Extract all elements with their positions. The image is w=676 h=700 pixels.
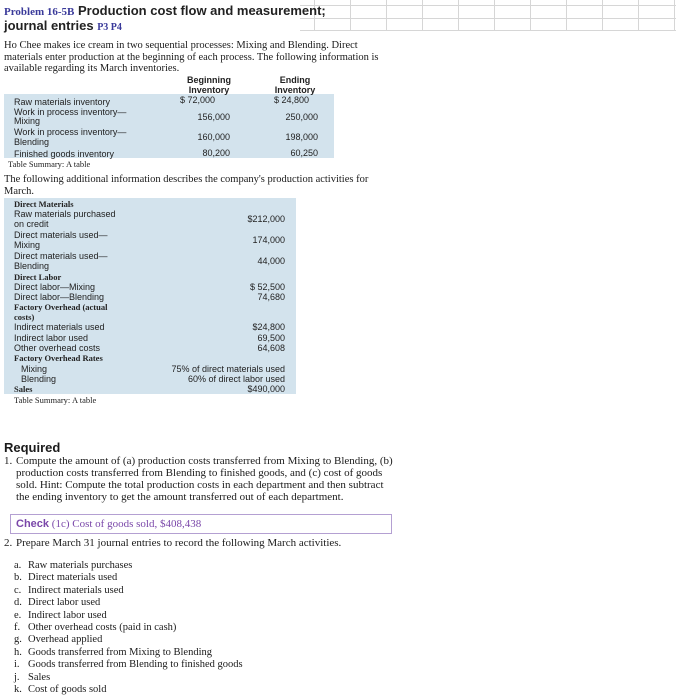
inventory-table-caption: Table Summary: A table [8,159,91,169]
activities-table-caption: Table Summary: A table [14,395,97,405]
col-ending-line2: Inventory [274,85,316,95]
row-finished-label: Finished goods inventory [14,149,115,159]
check-value: (1c) Cost of goods sold, $408,438 [51,518,202,530]
inventory-table [4,74,334,170]
list-item: a. Raw materials purchases [14,560,133,571]
raw-purchased-value: $212,000 [247,214,285,224]
journal-entry-list [14,560,243,696]
indirect-materials-label: Indirect materials used [14,322,105,332]
row-wip-mixing-label2: Mixing [14,116,41,126]
list-item: h. Goods transferred from Mixing to Blending [14,646,213,658]
item2-text: Prepare March 31 journal entries to record the following March activities. [16,537,342,549]
problem-number: Problem 16-5B [4,6,75,18]
intro-paragraph: Ho Chee makes ice cream in two sequential processes: Mixing and Blending. Direct materials enter production at the beginning of each process. The following information is available regarding its March inventories. [4,40,379,74]
list-item: b. Direct materials used [14,572,118,584]
item1-text: Compute the amount of (a) production costs transferred from Mixing to Blending, (b) production costs transferred from Blending to finished goods, and (c) cost of goods sold. Hint: Compute the total production costs in each department and then subtract the ending inventory to get the amount transferred out of each department. [16,455,393,503]
row-wip-mixing-ending: 250,000 [285,112,318,122]
dm-blending-label2: Blending [14,261,50,271]
list-item: c. Indirect materials used [14,584,124,596]
required-heading: Required [4,440,61,455]
row-wip-blending-label2: Blending [14,137,50,147]
row-finished-beginning: 80,200 [202,148,230,158]
dl-mixing-label: Direct labor—Mixing [14,282,96,292]
factory-overhead-heading1: Factory Overhead (actual [14,302,108,312]
dm-mixing-label1: Direct materials used— [14,230,108,240]
other-overhead-label: Other overhead costs [14,343,101,353]
title-line1: Production cost flow and measurement; [78,3,326,18]
col-ending-line1: Ending [279,75,311,85]
row-wip-blending-label1: Work in process inventory— [14,127,127,137]
row-wip-blending-ending: 198,000 [285,132,318,142]
dm-blending-label1: Direct materials used— [14,251,108,261]
list-item: d. Direct labor used [14,597,101,609]
row-raw-label: Raw materials inventory [14,97,111,107]
check-box [10,514,392,534]
col-beginning-line2: Inventory [188,85,230,95]
title-line2: journal entries [4,18,94,33]
list-item: g. Overhead applied [14,634,103,646]
overhead-rates-heading: Factory Overhead Rates [14,353,103,363]
list-item: j. Sales [14,671,51,683]
dm-mixing-label2: Mixing [14,240,41,250]
dm-mixing-value: 174,000 [252,235,285,245]
factory-overhead-heading2: costs) [14,312,35,322]
activities-table [4,198,300,408]
mixing-rate-value: 75% of direct materials used [171,364,285,374]
sales-value: $490,000 [247,384,285,394]
background-grid [300,0,676,32]
raw-purchased-label1: Raw materials purchased [14,209,116,219]
problem-title [4,4,326,35]
row-wip-blending-beginning: 160,000 [197,132,230,142]
row-finished-ending: 60,250 [290,148,318,158]
indirect-labor-label: Indirect labor used [14,333,89,343]
list-item: k. Cost of goods sold [14,683,107,695]
dl-mixing-value: $ 52,500 [249,282,285,292]
dm-blending-value: 44,000 [257,256,285,266]
blending-rate-value: 60% of direct labor used [187,374,285,384]
list-item: i. Goods transferred from Blending to finished goods [14,659,243,671]
row-raw-beginning: $ 72,000 [180,95,216,105]
additional-info-paragraph: The following additional information describes the company's production activities for March. [4,174,369,197]
learning-objectives: P3 P4 [97,22,122,33]
other-overhead-value: 64,608 [257,343,285,353]
raw-purchased-label2: on credit [14,219,49,229]
row-wip-mixing-beginning: 156,000 [197,112,230,122]
check-label: Check [16,518,50,530]
direct-labor-heading: Direct Labor [14,272,62,282]
list-item: e. Indirect labor used [14,609,107,621]
blending-rate-label: Blending [21,374,57,384]
indirect-labor-value: 69,500 [257,333,285,343]
sales-label: Sales [14,384,33,394]
col-beginning-line1: Beginning [187,75,231,85]
row-wip-mixing-label1: Work in process inventory— [14,107,127,117]
direct-materials-heading: Direct Materials [14,199,74,209]
dl-blending-value: 74,680 [257,292,285,302]
item2-number: 2. [4,537,13,549]
row-raw-ending: $ 24,800 [274,95,310,105]
dl-blending-label: Direct labor—Blending [14,292,105,302]
mixing-rate-label: Mixing [21,364,48,374]
indirect-materials-value: $24,800 [252,322,285,332]
list-item: f. Other overhead costs (paid in cash) [14,621,177,633]
item1-number: 1. [4,455,13,467]
